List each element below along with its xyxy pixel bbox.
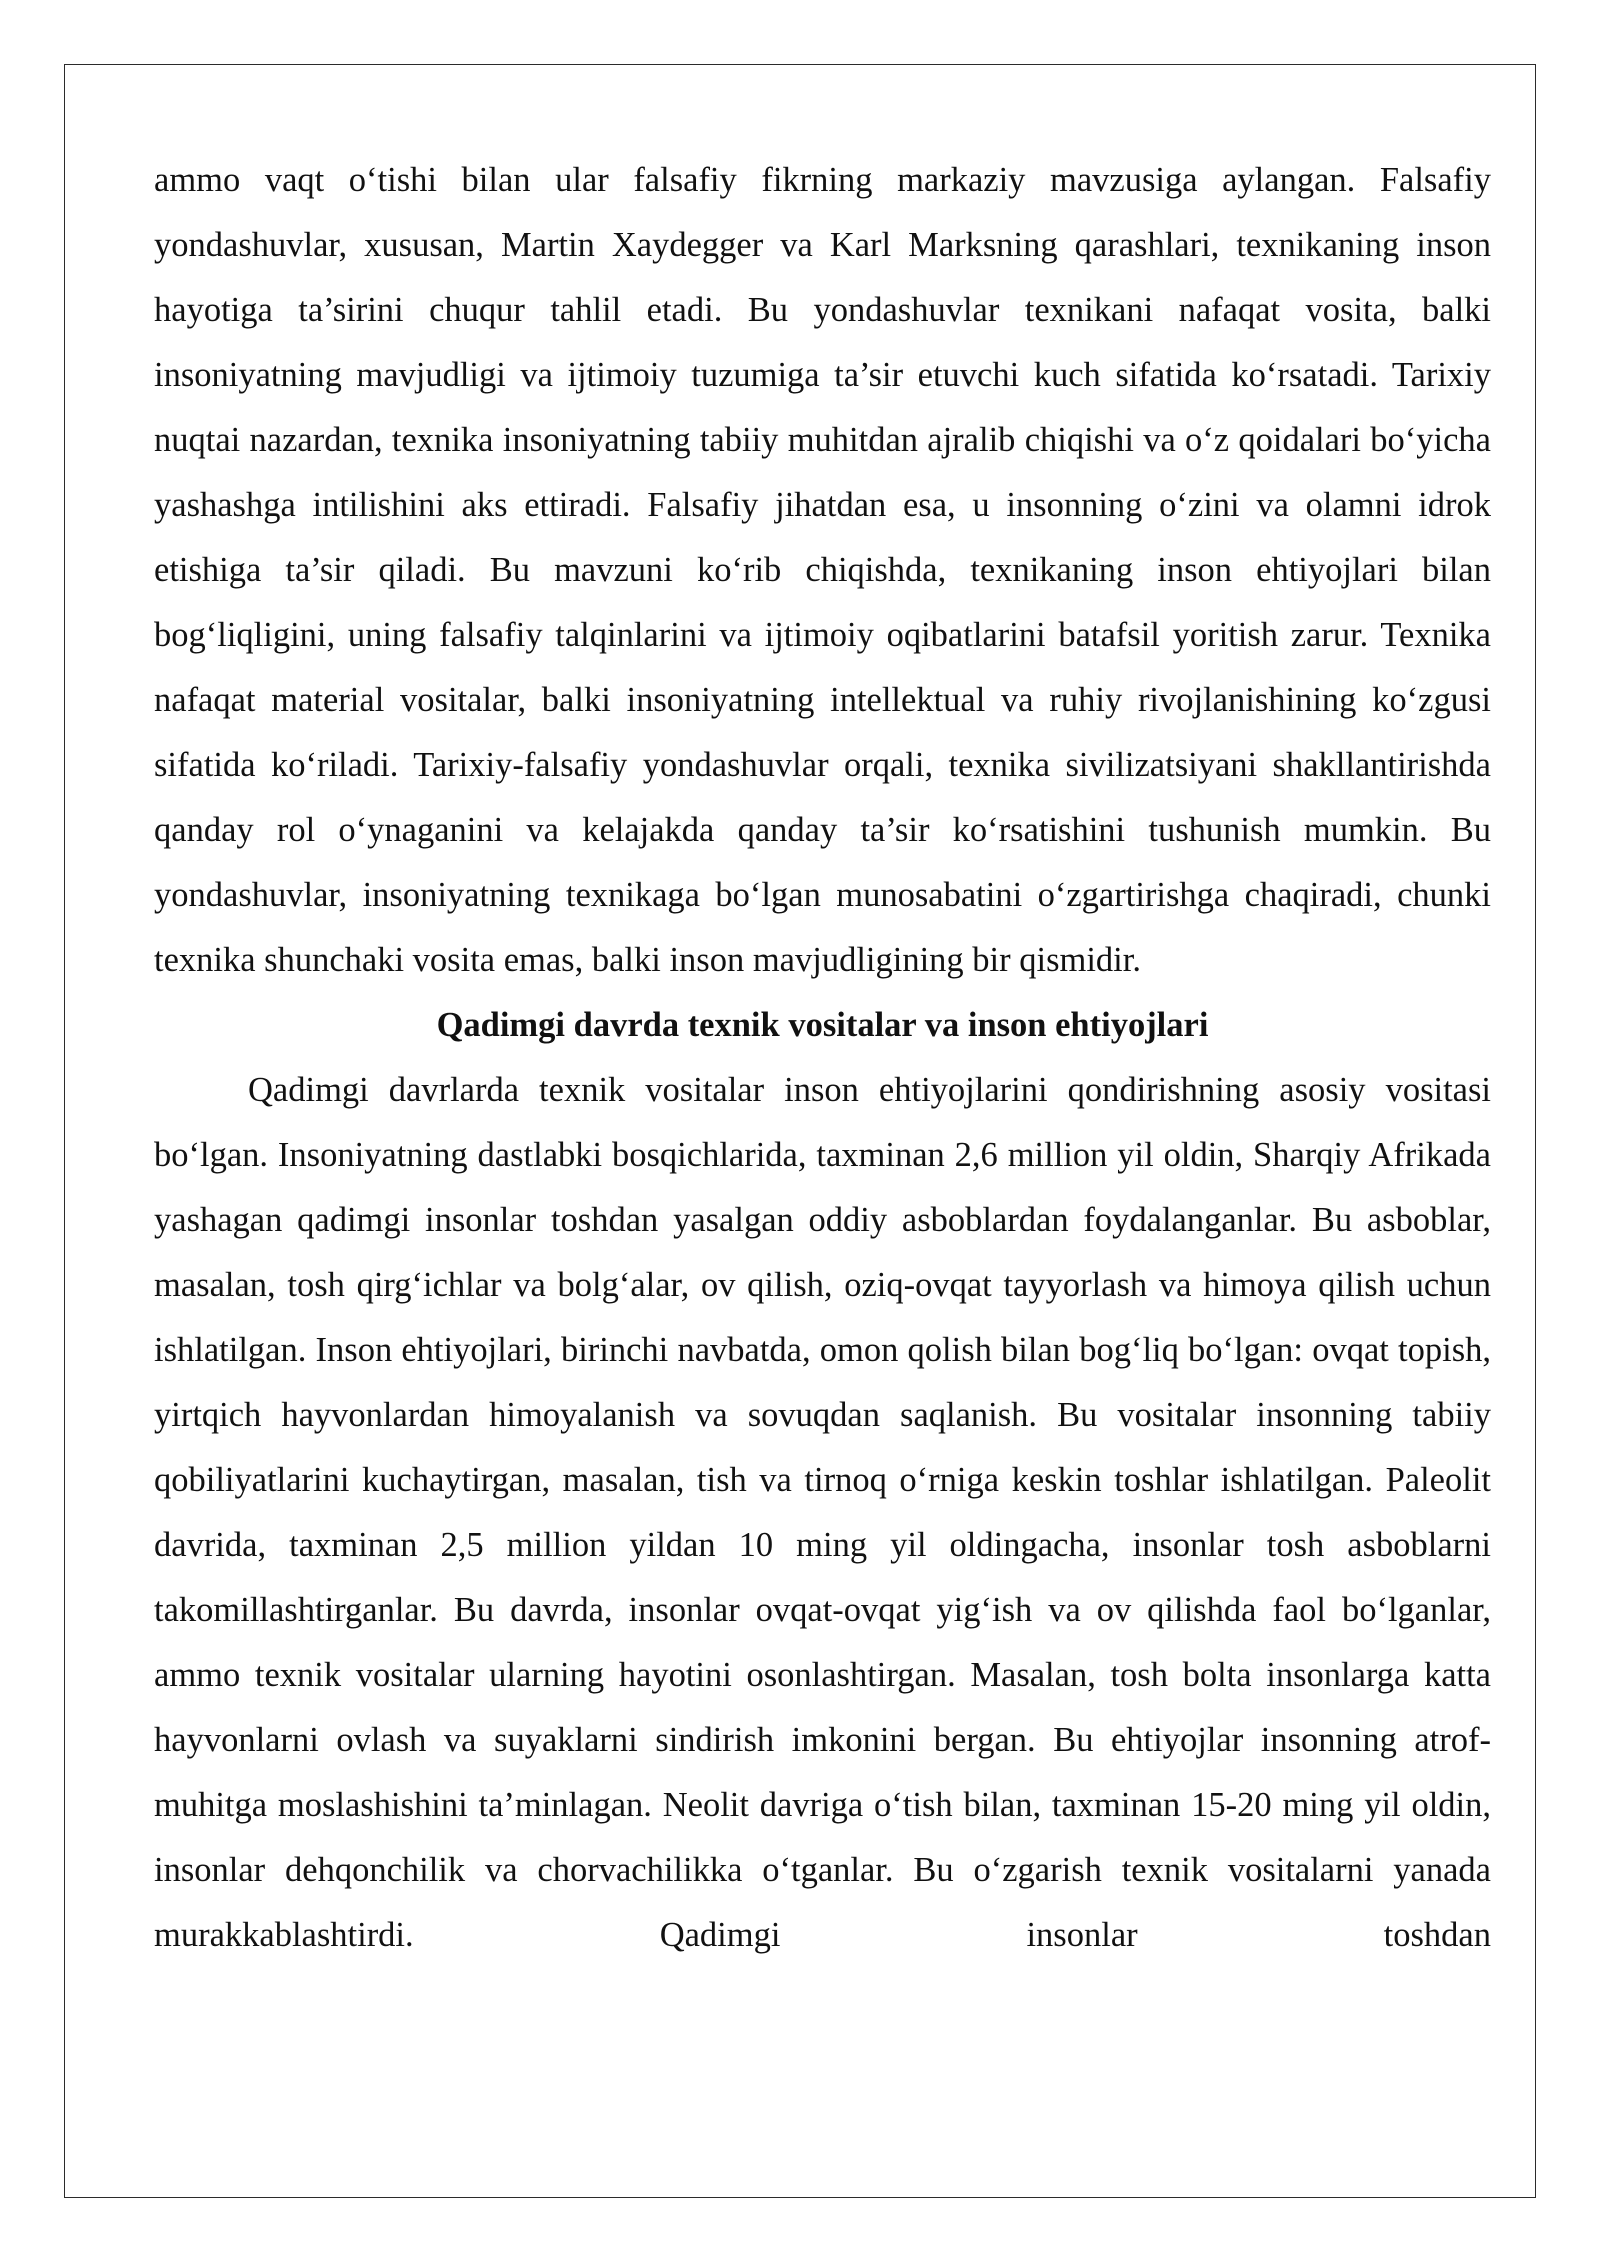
intro-continuation-paragraph: ammo vaqt o‘tishi bilan ular falsafiy fikrning markaziy mavzusiga aylangan. Falsafiy yondashuvlar, xususan, Martin Xaydegger va Karl Marksning qarashlari, texnikaning inson hayotiga ta’sirini chuqur tahlil etadi. Bu yondashuvlar texnikani nafaqat vosita, balki insoniyatning mavjudligi va ijtimoiy tuzumiga ta’sir etuvchi kuch sifatida ko‘rsatadi. Tarixiy nuqtai nazardan, texnika insoniyatning tabiiy muhitdan ajralib chiqishi va o‘z qoidalari bo‘yicha yashashga intilishini aks ettiradi. Falsafiy jihatdan esa, u insonning o‘zini va olamni idrok etishiga ta’sir qiladi. Bu mavzuni ko‘rib chiqishda, texnikaning inson ehtiyojlari bilan bog‘liqligini, uning falsafiy talqinlarini va ijtimoiy oqibatlarini batafsil yoritish zarur. Texnika nafaqat material vositalar, balki insoniyatning intellektual va ruhiy rivojlanishining ko‘zgusi sifatida ko‘riladi. Tarixiy-falsafiy yondashuvlar orqali, texnika sivilizatsiyani shakllantirishda qanday rol o‘ynaganini va kelajakda qanday ta’sir ko‘rsatishini tushunish mumkin. Bu yondashuvlar, insoniyatning texnikaga bo‘lgan munosabatini o‘zgartirishga chaqiradi, chunki texnika shunchaki vosita emas, balki inson mavjudligining bir qismidir. bbox=[154, 161, 1491, 979]
section-heading: Qadimgi davrda texnik vositalar va inson ehtiyojlari bbox=[436, 1006, 1209, 1044]
section-paragraph: Qadimgi davrlarda texnik vositalar inson ehtiyojlarini qondirishning asosiy vositasi bo‘lgan. Insoniyatning dastlabki bosqichlarida, taxminan 2,6 million yil oldin, Sharqiy Afrikada yashagan qadimgi insonlar toshdan yasalgan oddiy asboblardan foydalanganlar. Bu asboblar, masalan, tosh qirg‘ichlar va bolg‘alar, ov qilish, oziq-ovqat tayyorlash va himoya qilish uchun ishlatilgan. Inson ehtiyojlari, birinchi navbatda, omon qolish bilan bog‘liq bo‘lgan: ovqat topish, yirtqich hayvonlardan himoyalanish va sovuqdan saqlanish. Bu vositalar insonning tabiiy qobiliyatlarini kuchaytirgan, masalan, tish va tirnoq o‘rniga keskin toshlar ishlatilgan. Paleolit davrida, taxminan 2,5 million yildan 10 ming yil oldingacha, insonlar tosh asboblarni takomillashtirganlar. Bu davrda, insonlar ovqat-ovqat yig‘ish va ov qilishda faol bo‘lganlar, ammo texnik vositalar ularning hayotini osonlashtirgan. Masalan, tosh bolta insonlarga katta hayvonlarni ovlash va suyaklarni sindirish imkonini bergan. Bu ehtiyojlar insonning atrof-muhitga moslashishini ta’minlagan. Neolit davriga o‘tish bilan, taxminan 15-20 ming yil oldin, insonlar dehqonchilik va chorvachilikka o‘tganlar. Bu o‘zgarish texnik vositalarni yanada murakkablashtirdi. Qadimgi insonlar toshdan bbox=[154, 1071, 1491, 1954]
document-body bbox=[154, 148, 1491, 1968]
